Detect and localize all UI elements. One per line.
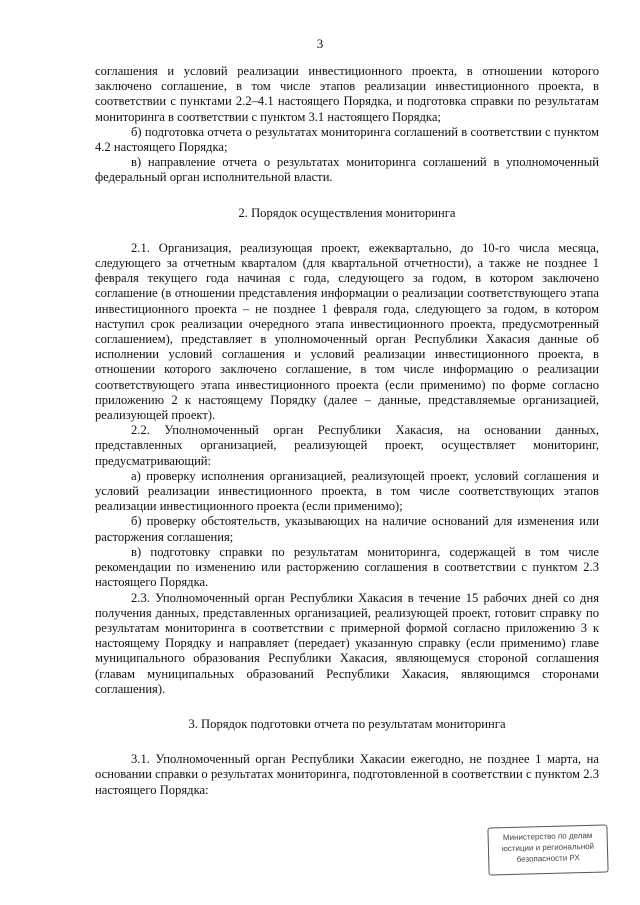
registration-stamp bbox=[487, 824, 608, 875]
section-2-heading: 2. Порядок осуществления мониторинга bbox=[238, 205, 456, 220]
paragraph-continuation: соглашения и условий реализации инвестиционного проекта, в отношении которого заключено соглашение, в том числе этапов реализации инвестиционного проекта, в соответствии с пунктами 2.2–4.1 настоящего Порядка, и подготовка справки по результатам мониторинга в соответствии с пунктом 3.1 настоящего Порядка; bbox=[95, 64, 599, 124]
document-body bbox=[95, 64, 599, 798]
paragraph-2-2-b: б) проверку обстоятельств, указывающих на наличие оснований для изменения или расторжения соглашения; bbox=[95, 514, 599, 544]
paragraph-2-2-v: в) подготовку справки по результатам мониторинга, содержащей в том числе рекомендации по изменению или расторжению соглашения в соответствии с пунктом 2.3 настоящего Порядка. bbox=[95, 544, 599, 590]
stamp-line-1: Министерство по делам bbox=[502, 830, 593, 843]
page-number: 3 bbox=[316, 36, 324, 51]
paragraph-2-2: 2.2. Уполномоченный орган Республики Хакасия, на основании данных, представленных организацией, реализующей проект, осуществляет мониторинг, предусматривающий: bbox=[95, 423, 599, 468]
stamp-line-3: безопасности РХ bbox=[516, 853, 580, 864]
paragraph-3-1: 3.1. Уполномоченный орган Республики Хакасии ежегодно, не позднее 1 марта, на основании справки о результатах мониторинга, подготовленной в соответствии с пунктом 2.3 настоящего Порядка: bbox=[95, 752, 599, 797]
paragraph-2-3: 2.3. Уполномоченный орган Республики Хакасия в течение 15 рабочих дней со дня получения данных, представленных организацией, реализующей проект, готовит справку по результатам мониторинга в соответствии с примерной формой согласно приложению 3 к настоящему Порядку и направляет (передает) указанную справку (если применимо) главе муниципального образования Республики Хакасия, являющемуся стороной соглашения (главам муниципальных образований Республики Хакасия, являющимся сторонами соглашения). bbox=[95, 590, 599, 696]
section-3-heading: 3. Порядок подготовки отчета по результатам мониторинга bbox=[188, 716, 506, 731]
paragraph-item-b: б) подготовка отчета о результатах мониторинга соглашений в соответствии с пунктом 4.2 настоящего Порядка; bbox=[95, 124, 599, 155]
stamp-line-2: юстиции и региональной bbox=[501, 841, 595, 854]
paragraph-2-1: 2.1. Организация, реализующая проект, ежеквартально, до 10-го числа месяца, следующего за отчетным кварталом (для квартальной отчетности), а также не позднее 1 февраля текущего года начиная с года, следующего за годом, в котором заключено соглашение (в отношении представления информации о реализации соответствующего этапа инвестиционного проекта – не позднее 1 февраля года, следующего за годом, в котором наступил срок реализации очередного этапа инвестиционного проекта, предусмотренный соглашением), представляет в уполномоченный орган Республики Хакасия данные об исполнении условий соглашения и условий реализации инвестиционного проекта, в отношении которого заключено соглашение, в том числе информацию о реализации соответствующего этапа инвестиционного проекта (если применимо) по форме согласно приложению 2 к настоящему Порядку (далее – данные, представляемые организацией, реализующей проект). bbox=[95, 240, 599, 423]
paragraph-2-2-a: а) проверку исполнения организацией, реализующей проект, условий соглашения и условий реализации инвестиционного проекта, в том числе соответствующих этапов реализации инвестиционного проекта (если применимо); bbox=[95, 468, 599, 514]
paragraph-item-v: в) направление отчета о результатах мониторинга соглашений в уполномоченный федеральный орган исполнительной власти. bbox=[95, 155, 599, 185]
